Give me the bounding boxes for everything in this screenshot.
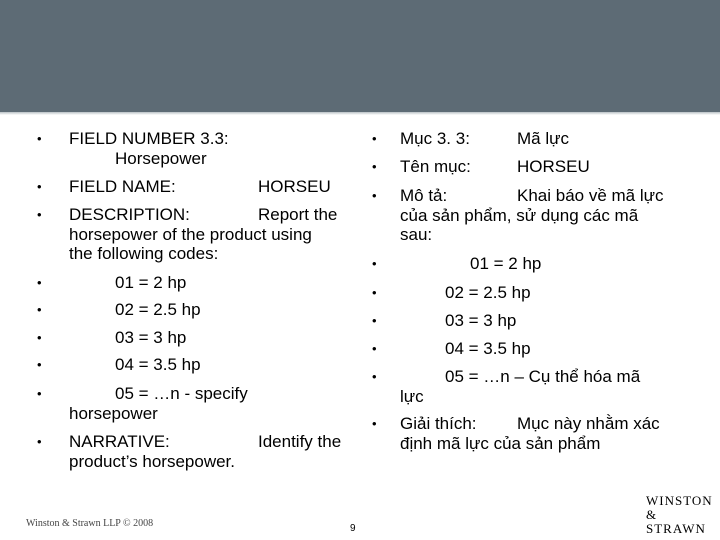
code-item: 05 = …n – Cụ thể hóa mã (445, 367, 641, 386)
field-name-value: HORSEU (258, 177, 331, 196)
narrative-line: product’s horsepower. (69, 452, 236, 471)
field-name-label: FIELD NAME: (69, 177, 176, 196)
giai-thich-value: Mục này nhằm xác (517, 414, 660, 433)
page-number: 9 (350, 523, 356, 534)
mo-ta-value: Khai báo về mã lực (517, 186, 664, 205)
description-line: the following codes: (69, 244, 219, 263)
code-item-continuation: horsepower (69, 404, 158, 423)
ten-muc-label: Tên mục: (400, 157, 471, 176)
description-label: DESCRIPTION: (69, 205, 190, 224)
bullet-dot: • (372, 188, 377, 203)
bullet-dot: • (37, 386, 42, 401)
code-item-continuation: lực (400, 387, 424, 406)
description-line: horsepower of the product using (69, 225, 312, 244)
code-item: 03 = 3 hp (445, 311, 517, 330)
bullet-dot: • (372, 341, 377, 356)
mo-ta-line: sau: (400, 225, 433, 244)
code-item: 02 = 2.5 hp (445, 283, 531, 302)
narrative-value: Identify the (258, 432, 342, 451)
bullet-dot: • (37, 302, 42, 317)
bullet-dot: • (372, 285, 377, 300)
giai-thich-line: định mã lực của sản phẩm (400, 434, 601, 453)
header-band (0, 0, 720, 112)
muc-label: Mục 3. 3: (400, 129, 470, 148)
bullet-dot: • (37, 275, 42, 290)
bullet-dot: • (37, 357, 42, 372)
bullet-dot: • (37, 434, 42, 449)
code-item: 01 = 2 hp (115, 273, 187, 292)
bullet-dot: • (372, 369, 377, 384)
code-item: 05 = …n - specify (115, 384, 248, 403)
bullet-dot: • (37, 330, 42, 345)
bullet-dot: • (372, 313, 377, 328)
field-number-label: FIELD NUMBER 3.3: (69, 129, 229, 148)
header-divider (0, 112, 720, 115)
bullet-dot: • (37, 179, 42, 194)
bullet-dot: • (372, 416, 377, 431)
bullet-dot: • (372, 159, 377, 174)
code-item: 02 = 2.5 hp (115, 300, 201, 319)
logo-line: WINSTON (646, 493, 713, 508)
logo-line: & STRAWN (646, 507, 706, 536)
bullet-dot: • (372, 131, 377, 146)
bullet-dot: • (37, 207, 42, 222)
field-number-value: Horsepower (115, 149, 207, 168)
code-item: 03 = 3 hp (115, 328, 187, 347)
winston-strawn-logo (646, 494, 712, 536)
muc-value: Mã lực (517, 129, 569, 148)
bullet-dot: • (372, 256, 377, 271)
mo-ta-line: của sản phẩm, sử dụng các mã (400, 206, 639, 225)
giai-thich-label: Giải thích: (400, 414, 477, 433)
description-value: Report the (258, 205, 338, 224)
ten-muc-value: HORSEU (517, 157, 590, 176)
code-item: 04 = 3.5 hp (445, 339, 531, 358)
code-item: 04 = 3.5 hp (115, 355, 201, 374)
narrative-label: NARRATIVE: (69, 432, 170, 451)
footer-copyright: Winston & Strawn LLP © 2008 (26, 518, 154, 529)
mo-ta-label: Mô tả: (400, 186, 448, 205)
bullet-dot: • (37, 131, 42, 146)
code-item: 01 = 2 hp (470, 254, 542, 273)
